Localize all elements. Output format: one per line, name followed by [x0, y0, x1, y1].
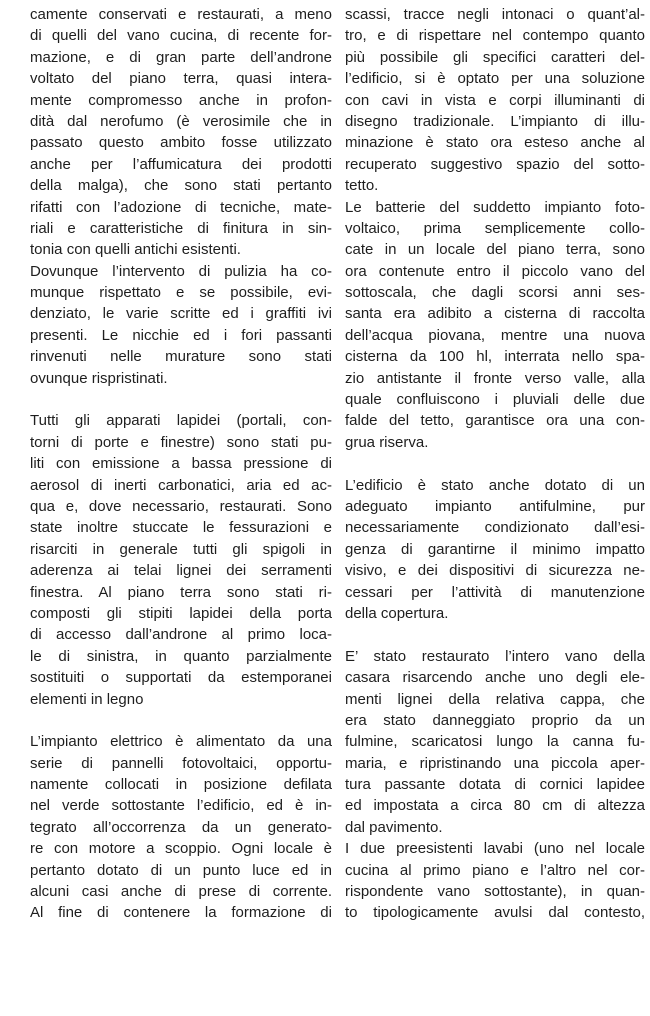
- text-line: minazione è stato ora esteso anche al: [345, 134, 645, 152]
- text-line: state inoltre stuccate le fessurazioni e: [30, 519, 332, 537]
- text-line: voltaico, prima semplicemente collo-: [345, 219, 645, 237]
- text-line: passato questo ambito fosse utilizzato: [30, 134, 332, 152]
- text-line: dità dal nerofumo (è verosimile che in: [30, 112, 332, 130]
- text-line: fulmine, scaricatosi lungo la canna fu-: [345, 733, 645, 751]
- text-line: zio antistante il fronte verso valle, alla: [345, 369, 645, 387]
- text-line: rispondente vano sottostante), in quan-: [345, 883, 645, 901]
- text-line: elementi in legno: [30, 690, 144, 708]
- text-line: liti con emissione a bassa pressione di: [30, 455, 332, 473]
- text-line: menti lignei della relativa cappa, che: [345, 690, 645, 708]
- text-line: L’impianto elettrico è alimentato da una: [30, 733, 332, 751]
- text-line: Tutti gli apparati lapidei (portali, con-: [30, 412, 332, 430]
- text-line: necessariamente condizionato dall’esi-: [345, 519, 645, 537]
- paragraph: [345, 646, 645, 839]
- text-line: quale confluiscono i pluviali delle due: [345, 391, 645, 409]
- paragraph: [345, 4, 645, 197]
- text-line: della malga), che sono stati pertanto: [30, 177, 332, 195]
- text-line: tonia con quelli antichi esistenti.: [30, 241, 241, 259]
- text-line: namente collocati in posizione defilata: [30, 776, 332, 794]
- text-line: sottoscala, che dagli scorsi anni ses-: [345, 284, 645, 302]
- paragraph: [345, 838, 645, 924]
- text-line: composti gli stipiti lapidei della porta: [30, 604, 332, 622]
- text-line: mente compromesso anche in profon-: [30, 91, 332, 109]
- text-line: cessari per l’attività di manutenzione: [345, 583, 645, 601]
- text-line: presenti. Le nicchie ed i fori passanti: [30, 326, 332, 344]
- text-line: tro, e di rispettare nel contempo quanto: [345, 27, 645, 45]
- text-line: finestra. Al piano terra sono stati ri-: [30, 583, 332, 601]
- paragraph: [30, 261, 332, 389]
- text-line: tetto.: [345, 177, 379, 195]
- text-line: Le batterie del suddetto impianto foto-: [345, 198, 645, 216]
- text-line: ed impostata a circa 80 cm di altezza: [345, 797, 645, 815]
- paragraph-spacer: [345, 453, 645, 474]
- right-text-column: [345, 4, 645, 924]
- text-line: tura passante dotata di cornici lapidee: [345, 776, 645, 794]
- paragraph: [345, 197, 645, 454]
- paragraph-spacer: [30, 389, 332, 410]
- text-line: aerosol di inerti carbonatici, aria ed ac-: [30, 476, 332, 494]
- text-line: tegrato all’occorrenza da un generato-: [30, 818, 332, 836]
- paragraph: [30, 410, 332, 709]
- text-line: cucina al primo piano e l’altro nel cor-: [345, 861, 645, 879]
- text-line: L’edificio è stato anche dotato di un: [345, 476, 645, 494]
- text-line: maria, e ripristinando una piccola aper-: [345, 754, 645, 772]
- text-line: scassi, tracce negli intonaci o quant’al-: [345, 6, 645, 23]
- text-line: ovunque rispristinati.: [30, 369, 168, 387]
- text-line: rinvenuti nelle murature sono stati: [30, 348, 332, 366]
- text-line: casara risarcendo anche uno degli ele-: [345, 669, 645, 687]
- paragraph-spacer: [345, 624, 645, 645]
- text-line: della copertura.: [345, 604, 449, 622]
- text-line: I due preesistenti lavabi (uno nel locale: [345, 840, 645, 858]
- text-line: ora contenute entro il piccolo vano del: [345, 262, 645, 280]
- text-line: mazione, e di gran parte dell’androne: [30, 48, 332, 66]
- text-line: santa era adibito a cisterna di raccolta: [345, 305, 645, 323]
- text-line: torni di porte e finestre) sono stati pu-: [30, 433, 332, 451]
- text-line: cate in un locale del piano terra, sono: [345, 241, 645, 259]
- text-line: visivo, e dei dispositivi di sicurezza ne-: [345, 562, 645, 580]
- text-line: dell’acqua piovana, mentre una nuova: [345, 326, 645, 344]
- left-text-column: [30, 4, 332, 924]
- text-line: falde del tetto, garantisce ora una con-: [345, 412, 645, 430]
- text-line: di quelli del vano cucina, di recente for-: [30, 27, 332, 45]
- paragraph-spacer: [30, 710, 332, 731]
- text-line: grua riserva.: [345, 433, 429, 451]
- paragraph: [30, 4, 332, 261]
- text-line: adeguato impianto antifulmine, pur: [345, 497, 645, 515]
- text-line: con cavi in vista e corpi illuminanti di: [345, 91, 645, 109]
- text-line: più possibile gli specifici caratteri del-: [345, 48, 645, 66]
- text-line: anche per l’affumicatura dei prodotti: [30, 155, 332, 173]
- text-line: aderenza ai telai lignei dei serramenti: [30, 562, 332, 580]
- text-line: rifatti con l’adozione di tecniche, mate-: [30, 198, 332, 216]
- text-line: dal pavimento.: [345, 818, 443, 836]
- text-line: le di sinistra, in quanto parzialmente: [30, 647, 332, 665]
- text-line: camente conservati e restaurati, a meno: [30, 6, 332, 23]
- text-line: disegno tradizionale. L’impianto di illu-: [345, 112, 645, 130]
- text-line: munque rispettato e se possibile, evi-: [30, 284, 332, 302]
- text-line: cisterna da 100 hl, interrata nello spa-: [345, 348, 645, 366]
- text-line: pertanto dotato di un punto luce ed in: [30, 861, 332, 879]
- text-line: era stato danneggiato proprio da un: [345, 711, 645, 729]
- text-line: qua e, dove necessario, restaurati. Sono: [30, 497, 332, 515]
- text-line: di accesso dall’androne al primo loca-: [30, 626, 332, 644]
- text-line: genza di garantirne il minimo impatto: [345, 540, 645, 558]
- text-line: recuperato suggestivo spazio del sotto-: [345, 155, 645, 173]
- paragraph: [30, 731, 332, 924]
- paragraph: [345, 475, 645, 625]
- text-line: riali e caratteristiche di finitura in sin-: [30, 219, 332, 237]
- text-line: to tipologicamente avulsi dal contesto,: [345, 904, 645, 922]
- text-line: risarciti in generale tutti gli spigoli in: [30, 540, 332, 558]
- text-line: Al fine di contenere la formazione di: [30, 904, 332, 922]
- text-line: l’edificio, si è optato per una soluzione: [345, 70, 645, 88]
- text-line: alcuni casi anche di prese di corrente.: [30, 883, 332, 901]
- text-line: voltato del piano terra, quasi intera-: [30, 70, 332, 88]
- text-line: E’ stato restaurato l’intero vano della: [345, 647, 645, 665]
- text-line: Dovunque l’intervento di pulizia ha co-: [30, 262, 332, 280]
- text-line: denziato, le varie scritte ed i graffiti ivi: [30, 305, 332, 323]
- text-line: sostituiti o supportati da estemporanei: [30, 669, 332, 687]
- text-line: serie di pannelli fotovoltaici, opportu-: [30, 754, 332, 772]
- text-line: nel verde sottostante l’edificio, ed è in-: [30, 797, 332, 815]
- text-line: re con motore a scoppio. Ogni locale è: [30, 840, 332, 858]
